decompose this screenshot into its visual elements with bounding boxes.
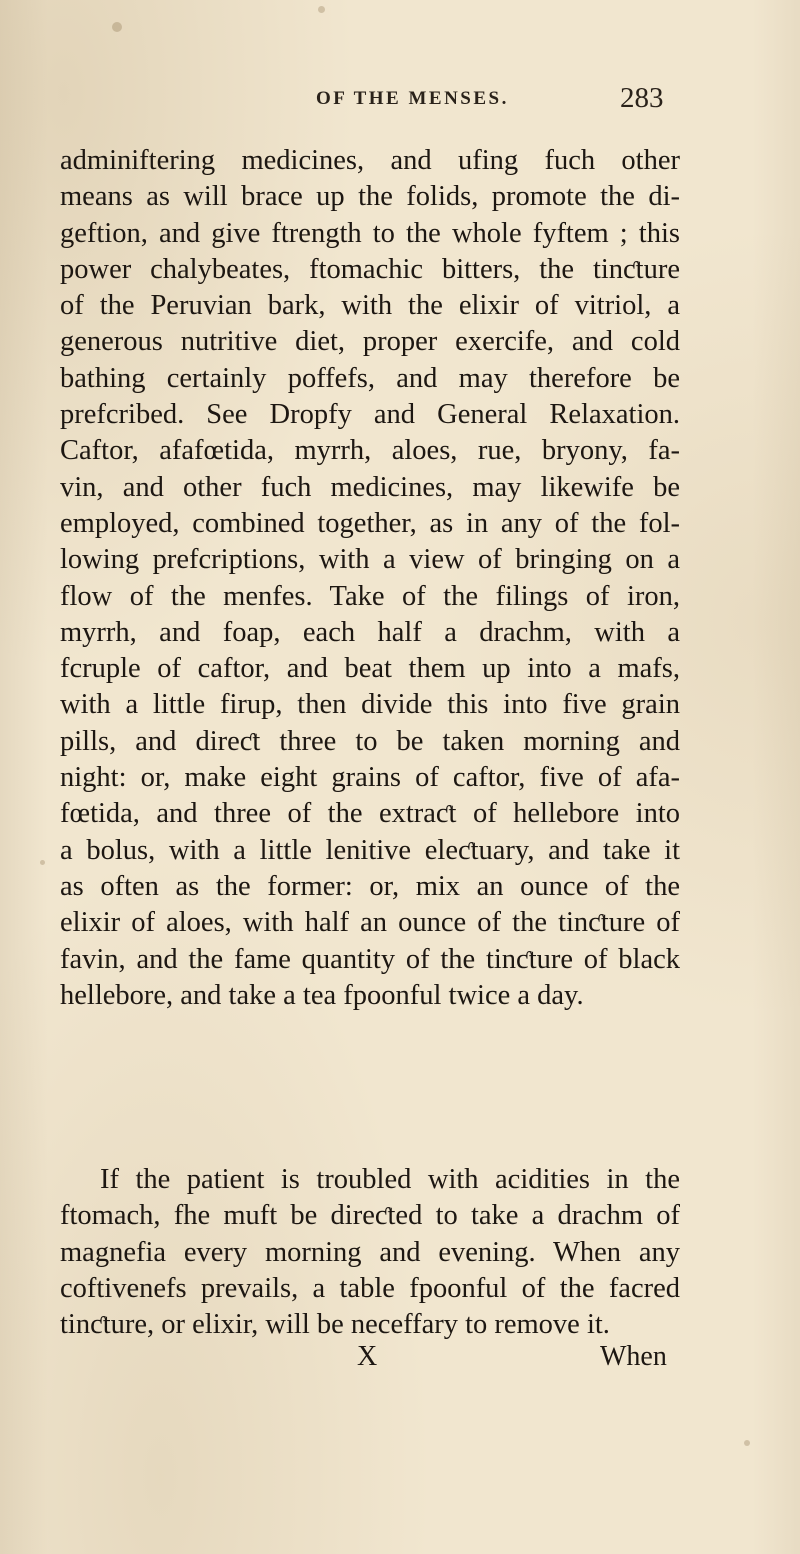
text-line: myrrh, and foap, each half a drachm, with a <box>60 616 680 648</box>
text-line: hellebore, and take a tea fpoonful twice a day. <box>60 979 584 1011</box>
text-line: as often as the former: or, mix an ounce of the <box>60 870 680 902</box>
text-line: magnefia every morning and evening. When any <box>60 1236 680 1268</box>
text-line: fœtida, and three of the extraƈt of hellebore into <box>60 798 680 830</box>
text-line: Caftor, afafœtida, myrrh, aloes, rue, bryony, fa- <box>60 435 680 467</box>
text-line: ftomach, fhe muft be direƈted to take a drachm of <box>60 1200 680 1232</box>
text-line: of the Peruvian bark, with the elixir of vitriol, a <box>60 290 680 322</box>
signature-mark: X <box>357 1341 378 1372</box>
text-line: employed, combined together, as in any of the fol- <box>60 507 680 539</box>
foxing-spot <box>318 6 325 13</box>
text-line: means as will brace up the folids, promote the di- <box>60 181 680 213</box>
running-head <box>0 82 800 128</box>
text-line: power chalybeates, ftomachic bitters, the tinƈture <box>60 253 680 285</box>
text-line: elixir of aloes, with half an ounce of the tinƈture of <box>60 907 680 939</box>
text-line: tinƈture, or elixir, will be neceffary to remove it. <box>60 1309 610 1341</box>
text-line: with a little firup, then divide this into five grain <box>60 689 680 721</box>
page-number: 283 <box>620 82 664 114</box>
foxing-spot <box>112 22 122 32</box>
catchword: When <box>600 1341 667 1372</box>
text-line: fcruple of caftor, and beat them up into a mafs, <box>60 653 680 685</box>
text-line: prefcribed. See Dropfy and General Relaxation. <box>60 399 680 431</box>
foxing-spot <box>40 860 45 865</box>
text-line: geftion, and give ftrength to the whole fyftem ; this <box>60 217 680 249</box>
text-line: a bolus, with a little lenitive eleƈtuary, and take it <box>60 834 680 866</box>
catchline <box>0 1341 800 1377</box>
text-line: coftivenefs prevails, a table fpoonful of the facred <box>60 1272 680 1304</box>
text-line: pills, and direƈt three to be taken morning and <box>60 725 680 757</box>
running-title: OF THE MENSES. <box>316 88 509 109</box>
text-line: bathing certainly poffefs, and may therefore be <box>60 362 680 394</box>
paragraph-1 <box>60 143 680 1014</box>
text-line: generous nutritive diet, proper exercife, and cold <box>60 326 680 358</box>
text-line: adminiftering medicines, and ufing fuch other <box>60 145 680 176</box>
text-line: night: or, make eight grains of caftor, five of afa- <box>60 762 680 794</box>
foxing-spot <box>744 1440 750 1446</box>
text-line: flow of the menfes. Take of the filings of iron, <box>60 580 680 612</box>
text-line: lowing prefcriptions, with a view of bringing on a <box>60 544 680 576</box>
paragraph-2 <box>60 1162 680 1343</box>
text-line: vin, and other fuch medicines, may likewife be <box>60 471 680 503</box>
text-line: favin, and the fame quantity of the tinƈture of black <box>60 943 680 975</box>
text-line: If the patient is troubled with acidities in the <box>100 1164 680 1195</box>
